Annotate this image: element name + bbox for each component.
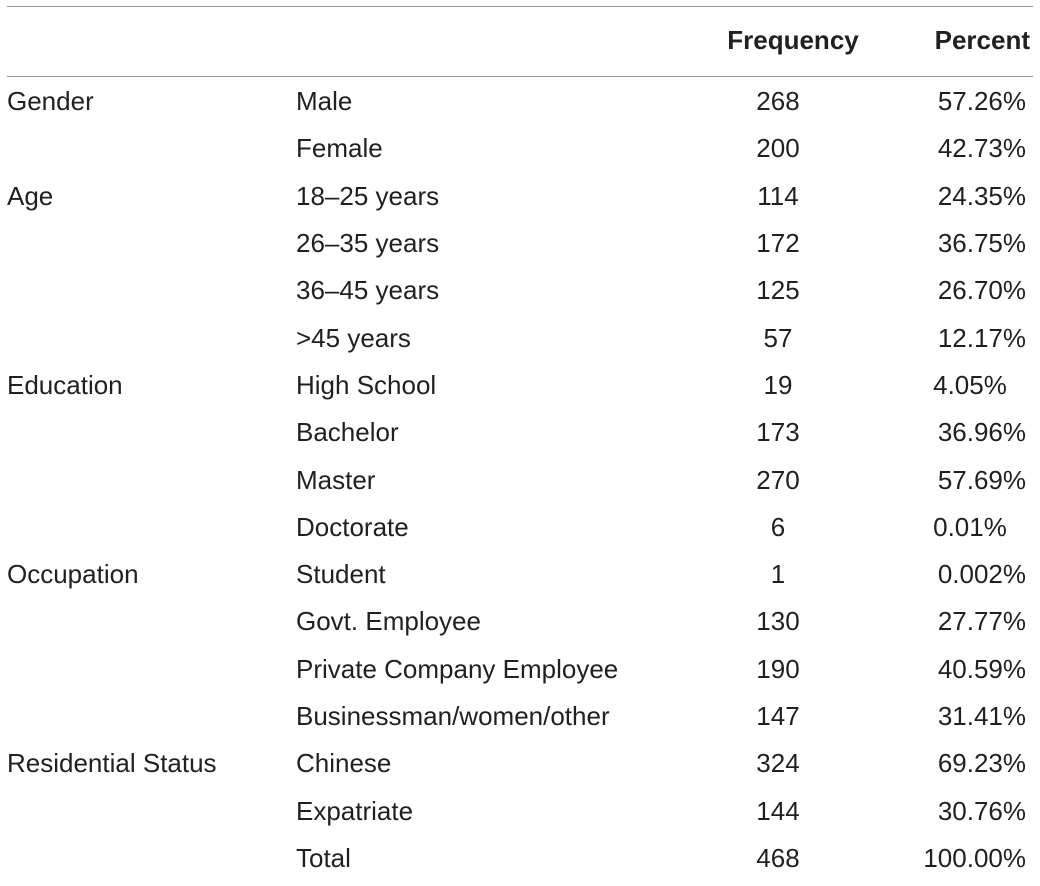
row-percent: 57.69% [937,464,1026,495]
table-row [0,220,1040,267]
row-category: Education [7,369,123,400]
row-category [0,125,296,172]
row-percent: 57.26% [937,86,1026,117]
row-category [0,504,296,551]
row-percent: 36.75% [937,228,1026,259]
table-row [0,267,1040,314]
row-category [0,456,296,503]
row-frequency: 172 [756,228,800,259]
row-item: Student [296,559,386,590]
row-item: High School [296,369,437,400]
table-row [0,78,1040,125]
table-row [0,693,1040,740]
row-item: 26–35 years [296,228,440,259]
table-row [0,456,1040,503]
table-row [0,125,1040,172]
row-frequency: 114 [757,180,799,211]
row-percent: 26.70% [937,275,1026,306]
table-row [0,551,1040,598]
row-frequency: 1 [770,559,786,590]
table-row [0,787,1040,834]
row-category [0,787,296,834]
row-category: Occupation [7,559,139,590]
table-row [0,740,1040,787]
table-row-total [0,835,1040,882]
row-frequency: 468 [756,842,800,873]
row-category [0,598,296,645]
row-item: Master [296,464,376,495]
table-row [0,173,1040,220]
table-header [0,0,1040,78]
row-frequency: 268 [756,86,800,117]
table-row [0,504,1040,551]
row-category [0,693,296,740]
row-percent: 36.96% [937,417,1026,448]
row-item: >45 years [296,322,411,353]
row-percent: 40.59% [937,653,1026,684]
row-item: Chinese [296,748,392,779]
row-percent: 27.77% [937,606,1026,637]
row-category [0,314,296,361]
row-percent: 30.76% [937,795,1026,826]
header-frequency: Frequency [727,24,859,55]
row-frequency: 144 [756,795,800,826]
row-frequency: 200 [756,133,800,164]
row-item: Bachelor [296,417,399,448]
header-item [296,0,686,78]
row-frequency: 19 [763,369,793,400]
row-item: Male [296,86,353,117]
table-row [0,598,1040,645]
row-frequency: 173 [756,417,800,448]
row-frequency: 190 [756,653,800,684]
row-category [0,409,296,456]
row-frequency: 125 [756,275,800,306]
table-row [0,409,1040,456]
row-frequency: 6 [770,511,786,542]
row-frequency: 270 [756,464,800,495]
table-row [0,314,1040,361]
row-percent: 4.05% [933,369,1007,400]
row-percent: 24.35% [937,180,1026,211]
row-percent: 42.73% [937,133,1026,164]
row-percent: 0.002% [937,559,1026,590]
row-percent: 0.01% [933,511,1007,542]
row-category [0,835,296,882]
row-item: Doctorate [296,511,409,542]
row-category: Residential Status [7,748,217,779]
row-category: Age [7,180,54,211]
row-category: Gender [7,86,94,117]
row-category [0,220,296,267]
row-percent: 100.00% [923,842,1026,873]
row-percent: 12.17% [937,322,1026,353]
row-frequency: 130 [756,606,800,637]
row-item: Expatriate [296,795,414,826]
row-category [0,267,296,314]
row-item: Private Company Employee [296,653,619,684]
header-row [0,0,1040,78]
header-category [0,0,296,78]
row-item: 36–45 years [296,275,440,306]
row-frequency: 147 [756,701,800,731]
table-row [0,362,1040,409]
table-row [0,646,1040,693]
row-category [0,646,296,693]
row-frequency: 324 [756,748,800,779]
row-percent: 69.23% [937,748,1026,779]
row-item: Female [296,133,383,164]
row-item: Businessman/women/other [296,701,610,731]
table-body [0,78,1040,882]
row-item: Govt. Employee [296,606,481,637]
row-item: Total [296,842,351,873]
row-percent: 31.41% [937,701,1026,731]
row-frequency: 57 [763,322,793,353]
row-item: 18–25 years [296,180,440,211]
header-percent: Percent [934,24,1030,55]
